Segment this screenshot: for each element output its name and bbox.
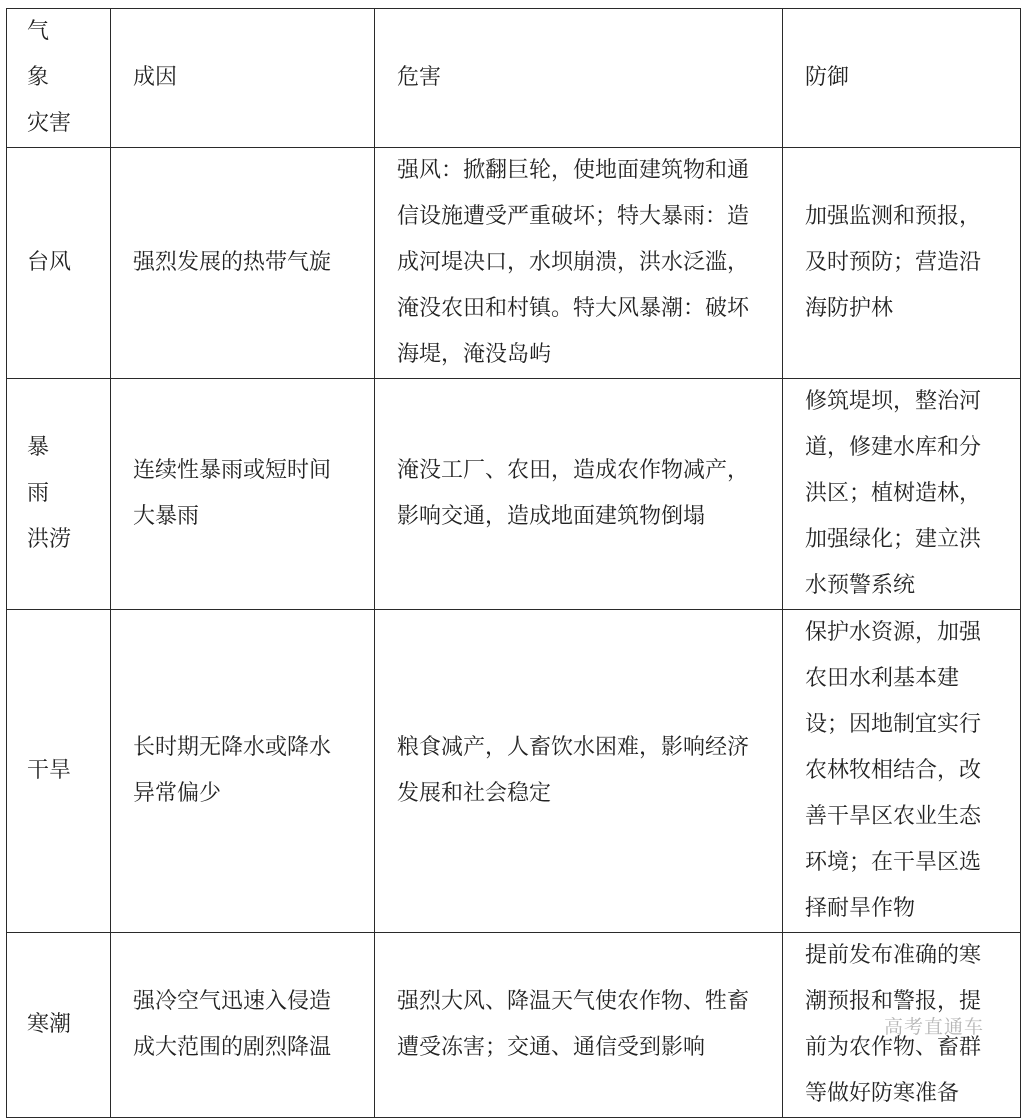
weather-hazards-table [6,8,1021,1118]
harm-cell: 强风：掀翻巨轮，使地面建筑物和通信设施遭受严重破坏；特大暴雨：造成河堤决口，水坝崩溃，洪水泛滥，淹没农田和村镇。特大风暴潮：破坏海堤，淹没岛屿 [375,148,783,379]
hazard-type-cell [7,933,111,1118]
harm-cell: 强烈大风、降温天气使农作物、牲畜遭受冻害；交通、通信受到影响 [375,933,783,1118]
table-row [7,379,1021,610]
hazard-type-cell [7,148,111,379]
hazard-type-name-line1: 暴 雨 [27,435,64,506]
table-row [7,148,1021,379]
hazard-type-name: 台风 [27,250,72,275]
cause-cell: 长时期无降水或降水异常偏少 [111,610,375,933]
header-cause: 成因 [111,9,375,148]
defense-cell: 保护水资源，加强农田水利基本建设；因地制宜实行农林牧相结合，改善干旱区农业生态环境；在干旱区选择耐旱作物 [783,610,1021,933]
harm-cell: 粮食减产，人畜饮水困难，影响经济发展和社会稳定 [375,610,783,933]
defense-cell: 修筑堤坝，整治河道，修建水库和分洪区；植树造林，加强绿化；建立洪水预警系统 [783,379,1021,610]
hazard-type-cell [7,610,111,933]
header-harm: 危害 [375,9,783,148]
defense-cell: 提前发布准确的寒潮预报和警报，提前为农作物、畜群等做好防寒准备 [783,933,1021,1118]
harm-cell: 淹没工厂、农田，造成农作物减产，影响交通，造成地面建筑物倒塌 [375,379,783,610]
table-row [7,933,1021,1118]
hazard-type-cell [7,379,111,610]
hazard-type-name-line2: 洪涝 [27,527,72,552]
header-hazard-type-line2: 灾害 [27,111,72,136]
defense-cell: 加强监测和预报，及时预防；营造沿海防护林 [783,148,1021,379]
table-row [7,610,1021,933]
header-defense: 防御 [783,9,1021,148]
cause-cell: 强烈发展的热带气旋 [111,148,375,379]
hazard-type-name: 干旱 [27,758,72,783]
cause-cell: 强冷空气迅速入侵造成大范围的剧烈降温 [111,933,375,1118]
header-hazard-type [7,9,111,148]
hazard-type-name: 寒潮 [27,1012,72,1037]
cause-cell: 连续性暴雨或短时间大暴雨 [111,379,375,610]
header-hazard-type-line1: 气 象 [27,19,64,90]
watermark-text: 高考直通车 [884,1016,985,1038]
table-header-row [7,9,1021,148]
